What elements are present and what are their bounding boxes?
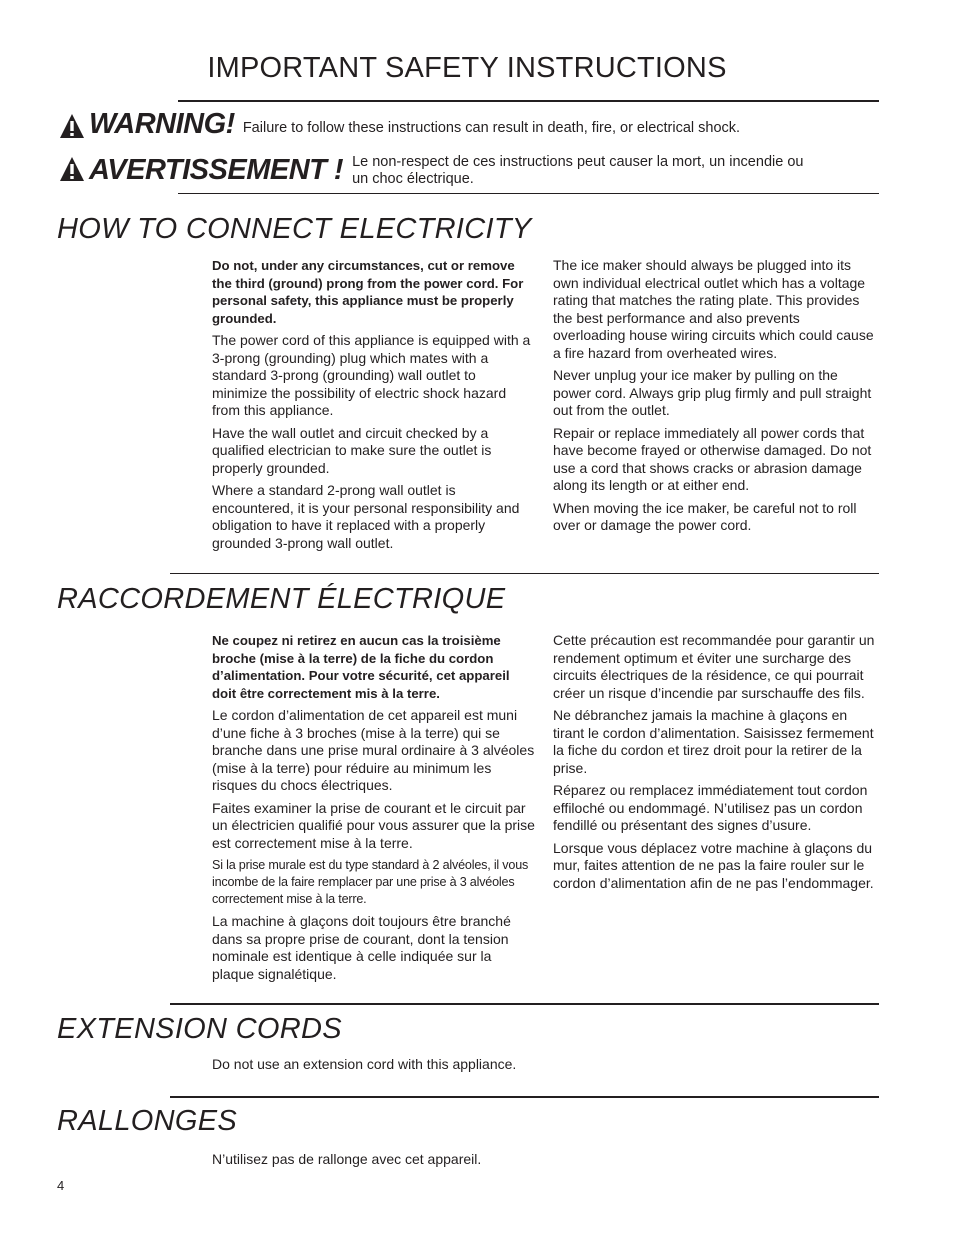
- raccordement-paragraph: Ne coupez ni retirez en aucun cas la troisième broche (mise à la terre) de la fiche du cordon d’alimentation. Pour votre sécurité, cet appareil doit être correctement mis à la terre.: [212, 633, 510, 701]
- connect-paragraph: When moving the ice maker, be careful not to roll over or damage the power cord.: [553, 499, 857, 533]
- section-title-rallonges: RALLONGES: [57, 1105, 237, 1137]
- connect-paragraph: Have the wall outlet and circuit checked by a qualified electrician to make sure the outlet is properly grounded.: [212, 424, 492, 476]
- raccordement-paragraph: Le cordon d’alimentation de cet appareil est muni d’une fiche à 3 broches (mise à la terre) qui se branche dans une prise mural ordinaire à 3 alvéoles (mise à la terre) pour réduire au minimum les risques du chocs électriques.: [212, 707, 535, 793]
- section-title-connect: HOW TO CONNECT ELECTRICITY: [57, 213, 532, 245]
- raccordement-paragraph: Si la prise murale est du type standard à 2 alvéoles, il vous incombe de la faire remplacer par une prise à 3 alvéoles correctement mise à la terre.: [212, 858, 529, 906]
- section-divider: [170, 1096, 879, 1098]
- raccordement-paragraph: Réparez ou remplacez immédiatement tout cordon effiloché ou endommagé. N’utilisez pas un cordon fendillé ou présentant des signes d’usure.: [553, 782, 868, 833]
- raccordement-paragraph: Cette précaution est recommandée pour garantir un rendement optimum et éviter une surcharge des circuits électriques de la résidence, ce qui pourrait créer un risque d’incendie par surschauffe des fils.: [553, 632, 875, 701]
- warning-divider: [178, 193, 879, 194]
- connect-paragraph: Do not, under any circumstances, cut or remove the third (ground) prong from the power cord. For personal safety, this appliance must be properly grounded.: [212, 258, 524, 326]
- avertissement-text: [352, 154, 803, 188]
- warning-en: [59, 110, 740, 139]
- warning-fr: [59, 154, 803, 188]
- avertissement-text-line2: un choc électrique.: [352, 171, 474, 187]
- connect-paragraph: The ice maker should always be plugged into its own individual electrical outlet which has a voltage rating that matches the rating plate. This provides the best performance and also prevents overloading house wiring circuits which could cause a fire hazard from overheated wires.: [553, 257, 874, 361]
- raccordement-paragraph: Lorsque vous déplacez votre machine à glaçons du mur, faites attention de ne pas la faire rouler sur le cordon d’alimentation afin de ne pas l’endommager.: [553, 839, 874, 891]
- avertissement-label: AVERTISSEMENT !: [89, 154, 344, 186]
- title-divider: [178, 100, 879, 102]
- section-title-raccordement: RACCORDEMENT ÉLECTRIQUE: [57, 583, 506, 615]
- page-title: IMPORTANT SAFETY INSTRUCTIONS: [207, 52, 727, 84]
- raccordement-right-column: [553, 632, 875, 897]
- connect-left-column: [212, 257, 534, 557]
- connect-right-column: [553, 257, 875, 540]
- warning-triangle-icon: [59, 113, 85, 139]
- extension-text: Do not use an extension cord with this appliance.: [212, 1056, 517, 1072]
- connect-paragraph: Repair or replace immediately all power cords that have become frayed or otherwise damaged. Do not use a cord that shows cracks or abrasion damage along its length or at either end.: [553, 424, 872, 493]
- rallonges-text: N’utilisez pas de rallonge avec cet appareil.: [212, 1151, 482, 1167]
- connect-paragraph: Never unplug your ice maker by pulling on the power cord. Always grip plug firmly and pull straight out from the outlet.: [553, 367, 872, 418]
- raccordement-left-column: [212, 632, 537, 988]
- warning-triangle-icon: [59, 156, 85, 182]
- section-divider: [170, 1003, 879, 1005]
- connect-paragraph: Where a standard 2-prong wall outlet is encountered, it is your personal responsibility and obligation to have it replaced with a properly grounded 3-prong wall outlet.: [212, 482, 520, 551]
- raccordement-paragraph: Faites examiner la prise de courant et le circuit par un électricien qualifié pour vous assurer que la prise est correctement mise à la terre.: [212, 799, 535, 851]
- warning-label: WARNING!: [89, 108, 235, 140]
- raccordement-paragraph: Ne débranchez jamais la machine à glaçons en tirant le cordon d’alimentation. Saisissez fermement la fiche du cordon et tirez droit pour la retirer de la prise.: [553, 707, 874, 776]
- section-divider: [170, 573, 879, 574]
- page-number: 4: [57, 1178, 65, 1193]
- section-title-extension: EXTENSION CORDS: [57, 1013, 342, 1045]
- connect-paragraph: The power cord of this appliance is equipped with a 3-prong (grounding) plug which mates with a standard 3-prong (grounding) wall outlet to minimize the possibility of electric shock hazard from this appliance.: [212, 332, 531, 418]
- raccordement-paragraph: La machine à glaçons doit toujours être branché dans sa propre prise de courant, dont la tension nominale est identique à celle indiquée sur la plaque signalétique.: [212, 913, 511, 982]
- warning-text: Failure to follow these instructions can result in death, fire, or electrical shock.: [242, 120, 741, 136]
- avertissement-text-line1: Le non-respect de ces instructions peut causer la mort, un incendie ou: [352, 154, 804, 170]
